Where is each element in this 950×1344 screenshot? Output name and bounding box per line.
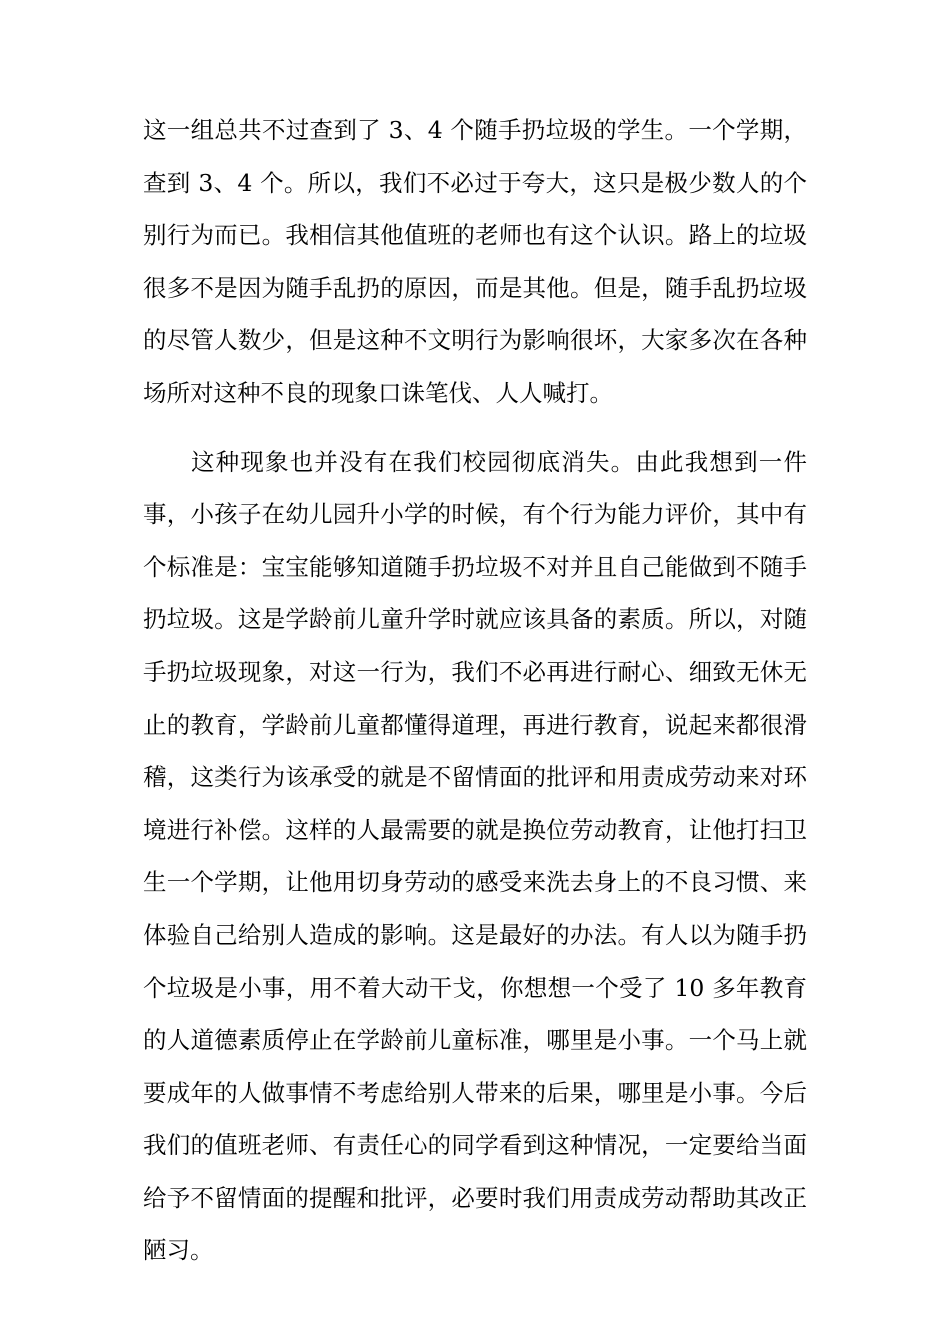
text-line: 的人道德素质停止在学龄前儿童标准，哪里是小事。一个马上就 (143, 1026, 807, 1055)
paragraph-2 (143, 436, 807, 1278)
text-line: 要成年的人做事情不考虑给别人带来的后果，哪里是小事。今后 (143, 1078, 807, 1107)
text-line: 个标准是：宝宝能够知道随手扔垃圾不对并且自己能做到不随手 (143, 552, 807, 581)
text-line: 个垃圾是小事，用不着大动干戈，你想想一个受了 10 多年教育 (143, 973, 807, 1002)
paragraph-1 (143, 104, 807, 420)
text-line: 很多不是因为随手乱扔的原因，而是其他。但是，随手乱扔垃圾 (143, 273, 807, 302)
text-line: 我们的值班老师、有责任心的同学看到这种情况，一定要给当面 (143, 1131, 807, 1160)
text-line: 体验自己给别人造成的影响。这是最好的办法。有人以为随手扔 (143, 920, 807, 949)
text-line: 场所对这种不良的现象口诛笔伐、人人喊打。 (143, 378, 613, 407)
text-line: 事，小孩子在幼儿园升小学的时候，有个行为能力评价，其中有 (143, 500, 807, 529)
document-body (143, 104, 807, 1277)
text-line: 给予不留情面的提醒和批评，必要时我们用责成劳动帮助其改正 (143, 1183, 807, 1212)
text-line: 扔垃圾。这是学龄前儿童升学时就应该具备的素质。所以，对随 (143, 605, 807, 634)
text-line: 别行为而已。我相信其他值班的老师也有这个认识。路上的垃圾 (143, 221, 807, 250)
text-line: 这种现象也并没有在我们校园彻底消失。由此我想到一件 (191, 447, 807, 476)
text-line: 这一组总共不过查到了 3、4 个随手扔垃圾的学生。一个学期， (143, 116, 807, 144)
paragraph-spacer (143, 420, 807, 436)
text-line: 稽，这类行为该承受的就是不留情面的批评和用责成劳动来对环 (143, 763, 807, 792)
text-line: 的尽管人数少，但是这种不文明行为影响很坏，大家多次在各种 (143, 326, 807, 355)
text-line: 查到 3、4 个。所以，我们不必过于夸大，这只是极少数人的个 (143, 168, 807, 197)
text-line: 生一个学期，让他用切身劳动的感受来洗去身上的不良习惯、来 (143, 868, 807, 897)
text-line: 陋习。 (143, 1236, 214, 1265)
text-line: 止的教育，学龄前儿童都懂得道理，再进行教育，说起来都很滑 (143, 710, 807, 739)
text-line: 境进行补偿。这样的人最需要的就是换位劳动教育，让他打扫卫 (143, 815, 807, 844)
text-line: 手扔垃圾现象，对这一行为，我们不必再进行耐心、细致无休无 (143, 657, 807, 686)
